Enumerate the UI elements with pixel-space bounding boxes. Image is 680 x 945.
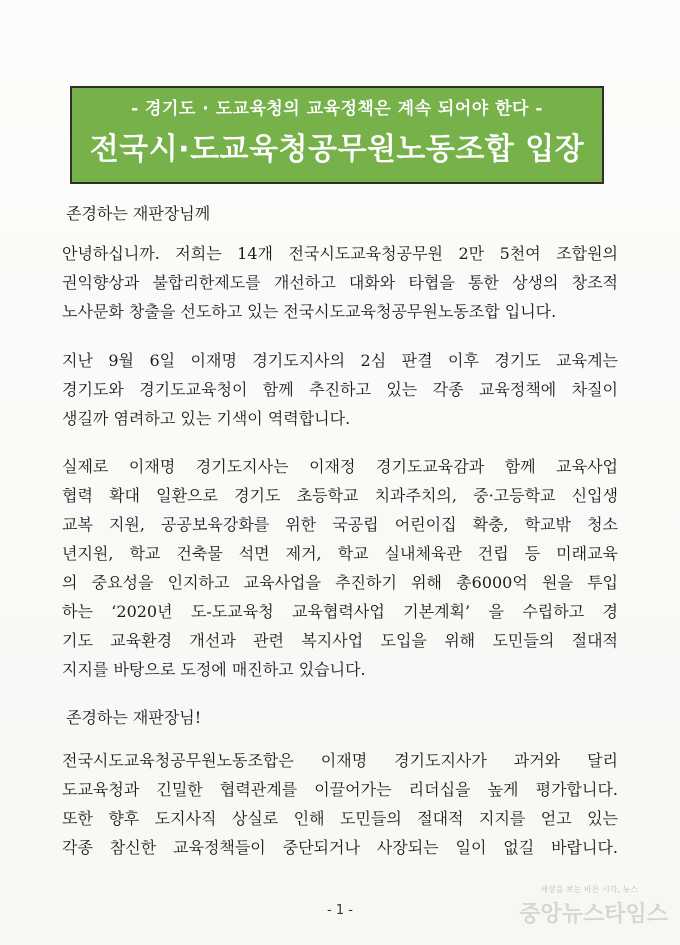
paragraph-4-line-2: 도교육청과 긴밀한 협력관계를 이끌어가는 리더십을 높게 평가합니다. <box>62 780 618 799</box>
paragraph-4-line-4: 각종 참신한 교육정책들이 중단되거나 사장되는 일이 없길 바랍니다. <box>62 838 618 857</box>
greeting-line-2: 존경하는 재판장님! <box>66 708 202 727</box>
paragraph-1-line-2: 권익향상과 불합리한제도를 개선하고 대화와 타협을 통한 상생의 창조적 <box>62 273 618 292</box>
paragraph-2-line-2: 경기도와 경기도교육청이 함께 추진하고 있는 각종 교육정책에 차질이 <box>62 380 618 399</box>
paragraph-3-line-8: 지지를 바탕으로 도정에 매진하고 있습니다. <box>62 660 366 679</box>
header-banner <box>70 86 604 184</box>
watermark-name: 중앙뉴스타임스 <box>519 902 668 927</box>
publisher-watermark <box>519 884 668 928</box>
paragraph-3-line-2: 협력 확대 일환으로 경기도 초등학교 치과주치의, 중·고등학교 신입생 <box>62 486 618 505</box>
paragraph-3-line-4: 년지원, 학교 건축물 석면 제거, 학교 실내체육관 건립 등 미래교육 <box>62 544 618 563</box>
paragraph-1-line-3: 노사문화 창출을 선도하고 있는 전국시도교육청공무원노동조합 입니다. <box>62 302 557 321</box>
greeting-line: 존경하는 재판장님께 <box>66 204 211 223</box>
watermark-slogan: 세상을 보는 바른 시각, 뉴스 <box>540 885 638 894</box>
banner-subtitle: - 경기도 · 도교육청의 교육정책은 계속 되어야 한다 - <box>131 99 543 119</box>
page-number: - 1 - <box>327 903 353 918</box>
paragraph-4-line-3: 또한 향후 도지사직 상실로 인해 도민들의 절대적 지지를 얻고 있는 <box>62 809 618 828</box>
paragraph-3-line-1: 실제로 이재명 경기도지사는 이재정 경기도교육감과 함께 교육사업 <box>62 457 618 476</box>
paragraph-3-line-6: 하는 ‘2020년 도-도교육청 교육협력사업 기본계획’ 을 수립하고 경 <box>62 602 618 621</box>
paragraph-4-line-1: 전국시도교육청공무원노동조합은 이재명 경기도지사가 과거와 달리 <box>62 751 618 770</box>
paragraph-3-line-7: 기도 교육환경 개선과 관련 복지사업 도입을 위해 도민들의 절대적 <box>62 631 618 650</box>
banner-title: 전국시·도교육청공무원노동조합 입장 <box>89 132 585 167</box>
paragraph-2-line-3: 생길까 염려하고 있는 기색이 역력합니다. <box>62 409 351 428</box>
paragraph-1-line-1: 안녕하십니까. 저희는 14개 전국시도교육청공무원 2만 5천여 조합원의 <box>62 244 618 263</box>
paragraph-2-line-1: 지난 9월 6일 이재명 경기도지사의 2심 판결 이후 경기도 교육계는 <box>62 351 618 370</box>
paragraph-3-line-5: 의 중요성을 인지하고 교육사업을 추진하기 위해 총6000억 원을 투입 <box>62 573 618 592</box>
paragraph-3-line-3: 교복 지원, 공공보육강화를 위한 국공립 어린이집 확충, 학교밖 청소 <box>62 515 618 534</box>
